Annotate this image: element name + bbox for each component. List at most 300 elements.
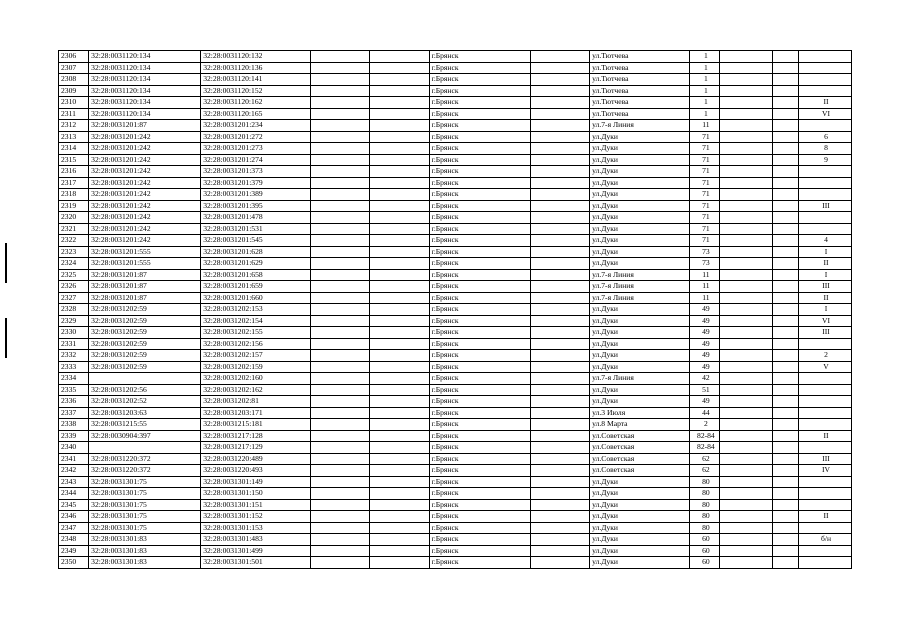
empty-cell (530, 235, 589, 247)
empty-cell (530, 223, 589, 235)
empty-cell (773, 108, 799, 120)
house-number-cell: 1 (690, 108, 720, 120)
parent-cadastral-number-cell: 32:28:0031201:555 (89, 258, 201, 270)
house-number-cell: 1 (690, 85, 720, 97)
empty-cell (370, 292, 429, 304)
cadastral-number-cell: 32:28:0031201:531 (201, 223, 311, 235)
table-row (59, 350, 852, 362)
house-number-cell: 71 (690, 177, 720, 189)
premises-number-cell: VI (799, 108, 852, 120)
table-row (59, 453, 852, 465)
street-cell: ул.7-я Линия (590, 269, 690, 281)
parent-cadastral-number-cell: 32:28:0031202:59 (89, 315, 201, 327)
premises-number-cell (799, 522, 852, 534)
cadastral-number-cell: 32:28:0031202:160 (201, 373, 311, 385)
empty-cell (720, 177, 773, 189)
table-row (59, 304, 852, 316)
premises-number-cell (799, 51, 852, 63)
empty-cell (530, 120, 589, 132)
empty-cell (370, 534, 429, 546)
empty-cell (311, 246, 370, 258)
city-cell: г.Брянск (429, 212, 530, 224)
empty-cell (530, 522, 589, 534)
empty-cell (720, 74, 773, 86)
empty-cell (773, 177, 799, 189)
cadastral-number-cell: 32:28:0031120:141 (201, 74, 311, 86)
empty-cell (720, 51, 773, 63)
premises-number-cell: V (799, 361, 852, 373)
empty-cell (311, 545, 370, 557)
empty-cell (530, 269, 589, 281)
house-number-cell: 71 (690, 235, 720, 247)
parent-cadastral-number-cell: 32:28:0031201:242 (89, 143, 201, 155)
empty-cell (773, 212, 799, 224)
empty-cell (773, 269, 799, 281)
house-number-cell: 1 (690, 74, 720, 86)
empty-cell (530, 304, 589, 316)
table-row (59, 269, 852, 281)
house-number-cell: 49 (690, 338, 720, 350)
city-cell: г.Брянск (429, 177, 530, 189)
empty-cell (773, 97, 799, 109)
cadastral-number-cell: 32:28:0031120:162 (201, 97, 311, 109)
empty-cell (311, 476, 370, 488)
city-cell: г.Брянск (429, 246, 530, 258)
empty-cell (370, 62, 429, 74)
city-cell: г.Брянск (429, 327, 530, 339)
empty-cell (530, 281, 589, 293)
street-cell: ул.7-я Линия (590, 373, 690, 385)
parent-cadastral-number-cell: 32:28:0031201:242 (89, 189, 201, 201)
street-cell: ул.Тютчева (590, 62, 690, 74)
cadastral-number-cell: 32:28:0031203:171 (201, 407, 311, 419)
house-number-cell: 71 (690, 143, 720, 155)
parent-cadastral-number-cell: 32:28:0031301:75 (89, 476, 201, 488)
parent-cadastral-number-cell: 32:28:0031201:87 (89, 281, 201, 293)
house-number-cell: 71 (690, 212, 720, 224)
empty-cell (720, 361, 773, 373)
cadastral-number-cell: 32:28:0031220:489 (201, 453, 311, 465)
empty-cell (720, 269, 773, 281)
empty-cell (773, 338, 799, 350)
parent-cadastral-number-cell: 32:28:0031120:134 (89, 74, 201, 86)
row-number-cell: 2348 (59, 534, 89, 546)
premises-number-cell (799, 223, 852, 235)
cadastral-number-cell: 32:28:0031301:149 (201, 476, 311, 488)
table-row (59, 235, 852, 247)
empty-cell (370, 258, 429, 270)
empty-cell (530, 51, 589, 63)
empty-cell (530, 62, 589, 74)
empty-cell (720, 120, 773, 132)
empty-cell (311, 143, 370, 155)
empty-cell (311, 258, 370, 270)
row-number-cell: 2338 (59, 419, 89, 431)
empty-cell (370, 488, 429, 500)
empty-cell (530, 200, 589, 212)
cadastral-number-cell: 32:28:0031202:81 (201, 396, 311, 408)
row-number-cell: 2334 (59, 373, 89, 385)
premises-number-cell (799, 62, 852, 74)
street-cell: ул.Дуки (590, 315, 690, 327)
cadastral-number-cell: 32:28:0031201:395 (201, 200, 311, 212)
parent-cadastral-number-cell: 32:28:0031201:242 (89, 235, 201, 247)
house-number-cell: 11 (690, 120, 720, 132)
empty-cell (773, 246, 799, 258)
empty-cell (530, 246, 589, 258)
parent-cadastral-number-cell: 32:28:0031301:75 (89, 522, 201, 534)
row-number-cell: 2328 (59, 304, 89, 316)
premises-number-cell (799, 499, 852, 511)
cadastral-number-cell: 32:28:0031220:493 (201, 465, 311, 477)
empty-cell (530, 350, 589, 362)
premises-number-cell: IV (799, 465, 852, 477)
parent-cadastral-number-cell: 32:28:0031201:242 (89, 212, 201, 224)
city-cell: г.Брянск (429, 166, 530, 178)
empty-cell (720, 350, 773, 362)
house-number-cell: 82-84 (690, 442, 720, 454)
row-number-cell: 2331 (59, 338, 89, 350)
empty-cell (311, 373, 370, 385)
empty-cell (370, 327, 429, 339)
city-cell: г.Брянск (429, 143, 530, 155)
cadastral-number-cell: 32:28:0031201:658 (201, 269, 311, 281)
premises-number-cell: б/н (799, 534, 852, 546)
empty-cell (773, 200, 799, 212)
parent-cadastral-number-cell: 32:28:0031201:555 (89, 246, 201, 258)
house-number-cell: 49 (690, 327, 720, 339)
empty-cell (370, 361, 429, 373)
street-cell: ул.Дуки (590, 166, 690, 178)
empty-cell (311, 419, 370, 431)
city-cell: г.Брянск (429, 419, 530, 431)
premises-number-cell (799, 557, 852, 569)
empty-cell (773, 557, 799, 569)
table-row (59, 327, 852, 339)
parent-cadastral-number-cell: 32:28:0031201:242 (89, 166, 201, 178)
empty-cell (311, 396, 370, 408)
city-cell: г.Брянск (429, 442, 530, 454)
empty-cell (311, 499, 370, 511)
empty-cell (311, 131, 370, 143)
empty-cell (720, 522, 773, 534)
parent-cadastral-number-cell: 32:28:0031201:242 (89, 200, 201, 212)
premises-number-cell: II (799, 258, 852, 270)
cadastral-number-cell: 32:28:0031120:165 (201, 108, 311, 120)
row-number-cell: 2327 (59, 292, 89, 304)
empty-cell (773, 74, 799, 86)
empty-cell (773, 258, 799, 270)
empty-cell (530, 545, 589, 557)
street-cell: ул.Дуки (590, 384, 690, 396)
premises-number-cell: III (799, 200, 852, 212)
cadastral-number-cell: 32:28:0031201:628 (201, 246, 311, 258)
row-number-cell: 2346 (59, 511, 89, 523)
premises-number-cell (799, 545, 852, 557)
city-cell: г.Брянск (429, 269, 530, 281)
empty-cell (370, 384, 429, 396)
empty-cell (773, 154, 799, 166)
empty-cell (530, 327, 589, 339)
cadastral-number-cell: 32:28:0031201:389 (201, 189, 311, 201)
parent-cadastral-number-cell: 32:28:0031301:83 (89, 545, 201, 557)
empty-cell (370, 442, 429, 454)
table-row (59, 85, 852, 97)
empty-cell (773, 281, 799, 293)
binding-mark (5, 318, 7, 358)
city-cell: г.Брянск (429, 476, 530, 488)
table-row (59, 292, 852, 304)
empty-cell (370, 143, 429, 155)
empty-cell (311, 350, 370, 362)
cadastral-number-cell: 32:28:0031120:152 (201, 85, 311, 97)
empty-cell (720, 258, 773, 270)
empty-cell (720, 327, 773, 339)
street-cell: ул.Советская (590, 442, 690, 454)
empty-cell (773, 534, 799, 546)
empty-cell (370, 200, 429, 212)
cadastral-number-cell: 32:28:0031201:478 (201, 212, 311, 224)
table-row (59, 430, 852, 442)
house-number-cell: 71 (690, 200, 720, 212)
empty-cell (530, 442, 589, 454)
empty-cell (773, 350, 799, 362)
street-cell: ул.7-я Линия (590, 292, 690, 304)
premises-number-cell (799, 407, 852, 419)
city-cell: г.Брянск (429, 557, 530, 569)
cadastral-number-cell: 32:28:0031201:274 (201, 154, 311, 166)
empty-cell (530, 154, 589, 166)
street-cell: ул.Дуки (590, 557, 690, 569)
row-number-cell: 2337 (59, 407, 89, 419)
house-number-cell: 49 (690, 315, 720, 327)
parent-cadastral-number-cell: 32:28:0031220:372 (89, 465, 201, 477)
cadastral-number-cell: 32:28:0031120:136 (201, 62, 311, 74)
empty-cell (311, 177, 370, 189)
city-cell: г.Брянск (429, 258, 530, 270)
city-cell: г.Брянск (429, 396, 530, 408)
city-cell: г.Брянск (429, 292, 530, 304)
empty-cell (720, 292, 773, 304)
empty-cell (530, 534, 589, 546)
city-cell: г.Брянск (429, 373, 530, 385)
empty-cell (370, 545, 429, 557)
row-number-cell: 2347 (59, 522, 89, 534)
empty-cell (370, 223, 429, 235)
parent-cadastral-number-cell: 32:28:0031202:59 (89, 304, 201, 316)
empty-cell (311, 223, 370, 235)
street-cell: ул.Тютчева (590, 51, 690, 63)
empty-cell (773, 223, 799, 235)
city-cell: г.Брянск (429, 350, 530, 362)
empty-cell (773, 315, 799, 327)
premises-number-cell (799, 442, 852, 454)
street-cell: ул.Дуки (590, 235, 690, 247)
empty-cell (773, 499, 799, 511)
parent-cadastral-number-cell: 32:28:0031202:59 (89, 338, 201, 350)
premises-number-cell: 6 (799, 131, 852, 143)
empty-cell (720, 304, 773, 316)
street-cell: ул.Советская (590, 430, 690, 442)
parent-cadastral-number-cell: 32:28:0031201:242 (89, 131, 201, 143)
row-number-cell: 2306 (59, 51, 89, 63)
table-row (59, 166, 852, 178)
empty-cell (370, 154, 429, 166)
empty-cell (773, 189, 799, 201)
city-cell: г.Брянск (429, 281, 530, 293)
empty-cell (370, 315, 429, 327)
premises-number-cell: III (799, 453, 852, 465)
empty-cell (311, 442, 370, 454)
empty-cell (720, 281, 773, 293)
street-cell: ул.Дуки (590, 522, 690, 534)
city-cell: г.Брянск (429, 223, 530, 235)
city-cell: г.Брянск (429, 361, 530, 373)
cadastral-number-cell: 32:28:0031202:162 (201, 384, 311, 396)
empty-cell (530, 419, 589, 431)
empty-cell (530, 97, 589, 109)
empty-cell (773, 235, 799, 247)
empty-cell (370, 304, 429, 316)
empty-cell (311, 189, 370, 201)
parent-cadastral-number-cell (89, 442, 201, 454)
empty-cell (773, 511, 799, 523)
empty-cell (530, 143, 589, 155)
premises-number-cell: 4 (799, 235, 852, 247)
empty-cell (370, 166, 429, 178)
empty-cell (311, 338, 370, 350)
empty-cell (311, 430, 370, 442)
cadastral-number-cell: 32:28:0031201:379 (201, 177, 311, 189)
premises-number-cell (799, 74, 852, 86)
table-row (59, 131, 852, 143)
empty-cell (370, 212, 429, 224)
street-cell: ул.Тютчева (590, 74, 690, 86)
parent-cadastral-number-cell: 32:28:0031120:134 (89, 51, 201, 63)
premises-number-cell: 8 (799, 143, 852, 155)
row-number-cell: 2342 (59, 465, 89, 477)
city-cell: г.Брянск (429, 51, 530, 63)
cadastral-number-cell: 32:28:0031301:501 (201, 557, 311, 569)
city-cell: г.Брянск (429, 522, 530, 534)
house-number-cell: 80 (690, 511, 720, 523)
empty-cell (773, 120, 799, 132)
premises-number-cell (799, 419, 852, 431)
row-number-cell: 2330 (59, 327, 89, 339)
city-cell: г.Брянск (429, 315, 530, 327)
house-number-cell: 49 (690, 396, 720, 408)
house-number-cell: 71 (690, 166, 720, 178)
city-cell: г.Брянск (429, 189, 530, 201)
cadastral-number-cell: 32:28:0031301:152 (201, 511, 311, 523)
city-cell: г.Брянск (429, 154, 530, 166)
house-number-cell: 1 (690, 62, 720, 74)
table-row (59, 338, 852, 350)
empty-cell (370, 511, 429, 523)
premises-number-cell (799, 396, 852, 408)
empty-cell (773, 384, 799, 396)
empty-cell (773, 166, 799, 178)
cadastral-number-cell: 32:28:0031201:234 (201, 120, 311, 132)
premises-number-cell: I (799, 304, 852, 316)
empty-cell (720, 534, 773, 546)
premises-number-cell: II (799, 292, 852, 304)
parent-cadastral-number-cell: 32:28:0030904:397 (89, 430, 201, 442)
row-number-cell: 2325 (59, 269, 89, 281)
street-cell: ул.Дуки (590, 154, 690, 166)
house-number-cell: 62 (690, 465, 720, 477)
empty-cell (311, 534, 370, 546)
empty-cell (370, 407, 429, 419)
premises-number-cell: III (799, 327, 852, 339)
empty-cell (773, 85, 799, 97)
empty-cell (311, 292, 370, 304)
parent-cadastral-number-cell: 32:28:0031202:59 (89, 350, 201, 362)
empty-cell (370, 108, 429, 120)
cadastral-number-cell: 32:28:0031120:132 (201, 51, 311, 63)
empty-cell (530, 85, 589, 97)
city-cell: г.Брянск (429, 465, 530, 477)
empty-cell (370, 269, 429, 281)
empty-cell (530, 511, 589, 523)
cadastral-number-cell: 32:28:0031202:159 (201, 361, 311, 373)
empty-cell (370, 499, 429, 511)
empty-cell (720, 499, 773, 511)
empty-cell (720, 166, 773, 178)
street-cell: ул.8 Марта (590, 419, 690, 431)
table-row (59, 407, 852, 419)
city-cell: г.Брянск (429, 488, 530, 500)
table-row (59, 488, 852, 500)
premises-number-cell (799, 177, 852, 189)
row-number-cell: 2320 (59, 212, 89, 224)
empty-cell (530, 258, 589, 270)
empty-cell (311, 384, 370, 396)
binding-mark (5, 243, 7, 283)
empty-cell (773, 361, 799, 373)
empty-cell (773, 545, 799, 557)
premises-number-cell: II (799, 511, 852, 523)
parent-cadastral-number-cell: 32:28:0031201:87 (89, 292, 201, 304)
row-number-cell: 2326 (59, 281, 89, 293)
street-cell: ул.Тютчева (590, 97, 690, 109)
cadastral-number-cell: 32:28:0031202:156 (201, 338, 311, 350)
premises-number-cell: II (799, 430, 852, 442)
empty-cell (530, 361, 589, 373)
house-number-cell: 51 (690, 384, 720, 396)
house-number-cell: 1 (690, 97, 720, 109)
row-number-cell: 2322 (59, 235, 89, 247)
city-cell: г.Брянск (429, 338, 530, 350)
empty-cell (370, 131, 429, 143)
premises-number-cell: II (799, 97, 852, 109)
house-number-cell: 49 (690, 350, 720, 362)
row-number-cell: 2339 (59, 430, 89, 442)
empty-cell (773, 131, 799, 143)
empty-cell (530, 453, 589, 465)
empty-cell (370, 476, 429, 488)
house-number-cell: 71 (690, 189, 720, 201)
row-number-cell: 2318 (59, 189, 89, 201)
parent-cadastral-number-cell: 32:28:0031120:134 (89, 108, 201, 120)
empty-cell (720, 212, 773, 224)
premises-number-cell: 2 (799, 350, 852, 362)
register-body (59, 51, 852, 569)
table-row (59, 384, 852, 396)
empty-cell (530, 396, 589, 408)
empty-cell (311, 465, 370, 477)
row-number-cell: 2344 (59, 488, 89, 500)
